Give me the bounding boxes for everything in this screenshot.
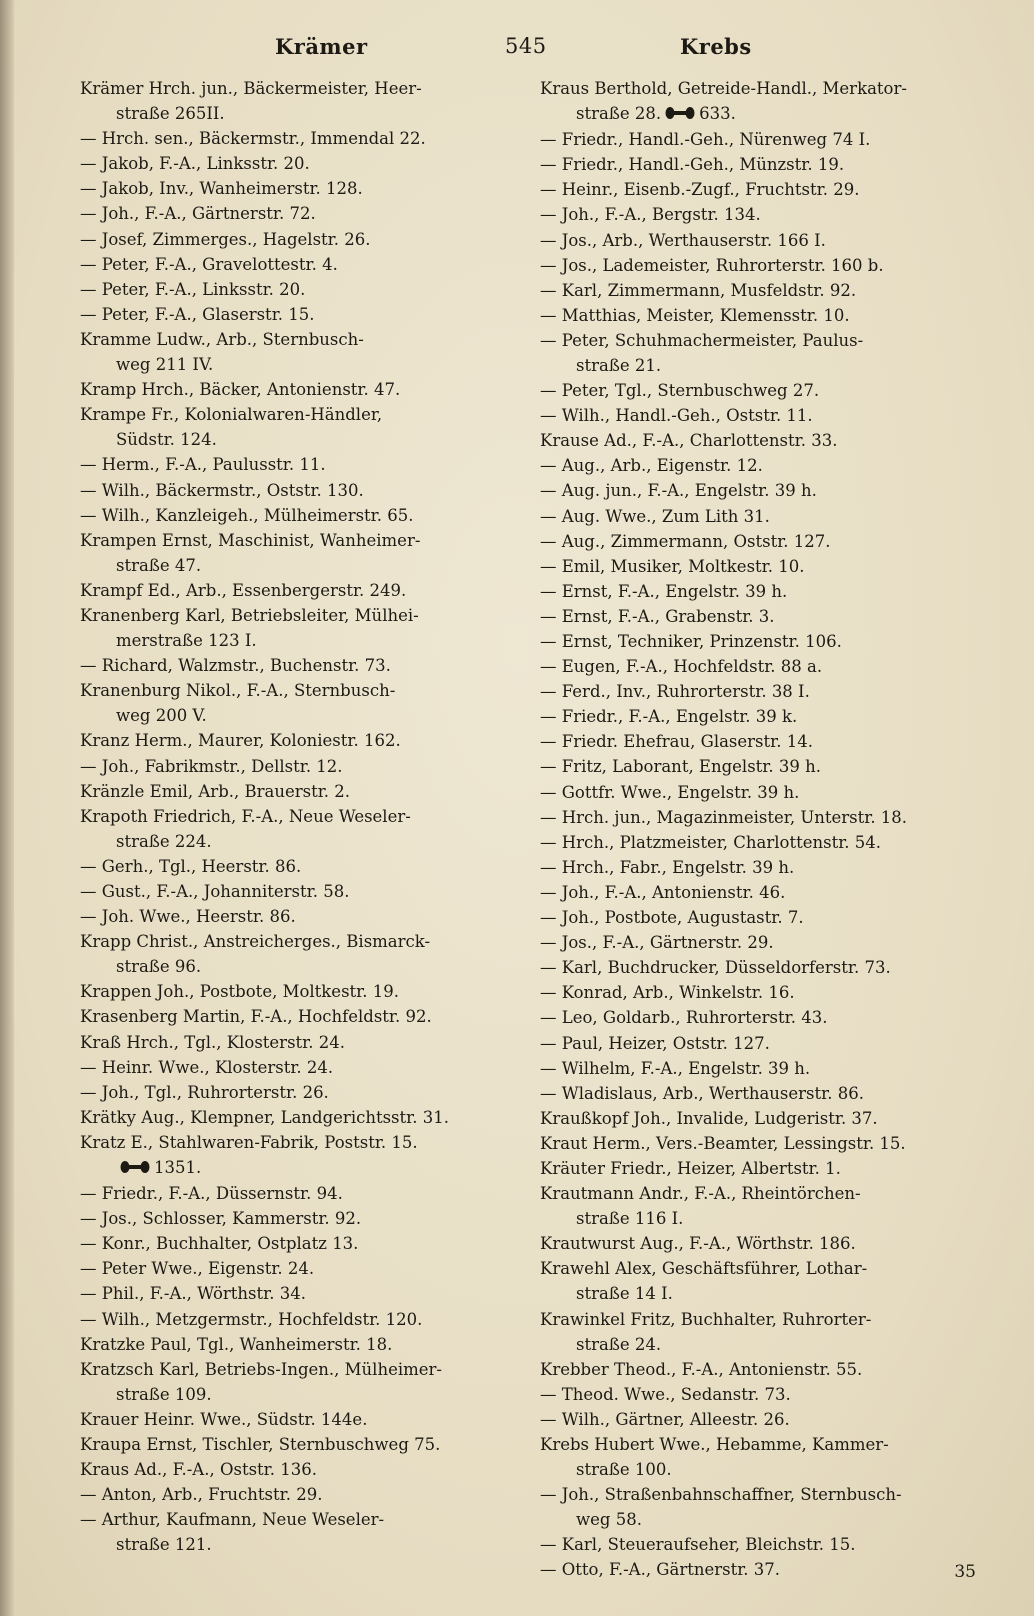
entry-text: — Wilh., Bäckermstr., Oststr. 130. — [80, 480, 364, 500]
directory-entry — [80, 1030, 505, 1055]
entry-text: — Wilh., Metzgermstr., Hochfeldstr. 120. — [80, 1309, 423, 1329]
directory-entry — [540, 328, 980, 353]
sheet-number: 35 — [954, 1562, 976, 1582]
entry-text: Krauer Heinr. Wwe., Südstr. 144e. — [80, 1409, 368, 1429]
telephone-receiver-icon — [665, 102, 695, 127]
directory-entry — [540, 504, 980, 529]
entry-text: Kraus Berthold, Getreide-Handl., Merkator- — [540, 79, 907, 98]
header-left-keyword: Krämer — [275, 34, 368, 59]
entry-text: Kraupa Ernst, Tischler, Sternbuschweg 75. — [80, 1435, 441, 1455]
directory-entry — [80, 327, 505, 352]
entry-text: Kraut Herm., Vers.-Beamter, Lessingstr. 15. — [540, 1133, 906, 1153]
entry-text: — Leo, Goldarb., Ruhrorterstr. 43. — [540, 1008, 828, 1028]
entry-text: — Jos., Arb., Werthauserstr. 166 I. — [540, 230, 826, 250]
directory-entry — [540, 930, 980, 955]
entry-text: — Otto, F.-A., Gärtnerstr. 37. — [540, 1560, 781, 1580]
directory-entry — [80, 1231, 505, 1256]
entry-text: merstraße 123 I. — [116, 631, 257, 651]
directory-entry — [540, 1407, 980, 1432]
header-right-keyword: Krebs — [680, 34, 752, 59]
entry-text: Kratz E., Stahlwaren-Fabrik, Poststr. 15. — [80, 1132, 418, 1152]
directory-entry — [540, 1031, 980, 1056]
directory-entry — [80, 252, 505, 277]
entry-text: — Ferd., Inv., Ruhrorterstr. 38 I. — [540, 682, 810, 702]
directory-entry — [80, 302, 505, 327]
page-number: 545 — [505, 34, 547, 58]
directory-entry-continuation — [540, 1281, 980, 1306]
directory-entry — [540, 554, 980, 579]
directory-entry — [540, 1081, 980, 1106]
directory-entry — [80, 201, 505, 226]
directory-entry — [540, 955, 980, 980]
directory-entry — [80, 728, 505, 753]
entry-text: — Gust., F.-A., Johanniterstr. 58. — [80, 882, 350, 901]
entry-text: — Hrch., Fabr., Engelstr. 39 h. — [540, 857, 795, 877]
entry-text: — Joh., Tgl., Ruhrorterstr. 26. — [80, 1082, 329, 1102]
directory-entry — [540, 378, 980, 403]
entry-text: weg 200 V. — [116, 706, 207, 726]
entry-text: straße 121. — [116, 1535, 212, 1555]
directory-entry — [80, 1004, 505, 1029]
entry-text: — Wilh., Gärtner, Alleestr. 26. — [540, 1409, 790, 1429]
entry-text: Krappen Joh., Postbote, Moltkestr. 19. — [80, 982, 399, 1002]
entry-text: Kramme Ludw., Arb., Sternbusch- — [80, 329, 364, 349]
directory-entry — [540, 202, 980, 227]
left-column — [80, 76, 505, 1557]
directory-entry — [80, 929, 505, 954]
entry-text: — Friedr., Handl.-Geh., Münzstr. 19. — [540, 155, 845, 175]
directory-entry — [540, 1482, 980, 1507]
entry-text: straße 265II. — [116, 104, 225, 124]
entry-text: — Heinr. Wwe., Klosterstr. 24. — [80, 1057, 334, 1077]
directory-entry — [80, 1181, 505, 1206]
entry-text: — Gottfr. Wwe., Engelstr. 39 h. — [540, 782, 800, 802]
entry-text: Krapp Christ., Anstreicherges., Bismarck- — [80, 932, 431, 952]
directory-entry — [540, 1256, 980, 1281]
entry-text: — Heinr., Eisenb.-Zugf., Fruchtstr. 29. — [540, 180, 860, 200]
directory-entry — [80, 1507, 505, 1532]
directory-entry — [540, 780, 980, 805]
entry-text: Krapoth Friedrich, F.-A., Neue Weseler- — [80, 806, 411, 826]
entry-text: — Joh., Straßenbahnschaffner, Sternbusch- — [540, 1485, 902, 1505]
entry-text: — Ernst, F.-A., Engelstr. 39 h. — [540, 581, 788, 601]
entry-text: — Ernst, Techniker, Prinzenstr. 106. — [540, 632, 842, 652]
right-column — [540, 76, 980, 1583]
directory-entry — [80, 854, 505, 879]
entry-text: — Jos., Schlosser, Kammerstr. 92. — [80, 1209, 362, 1229]
entry-text: — Joh., F.-A., Bergstr. 134. — [540, 205, 761, 225]
directory-entry — [80, 1307, 505, 1332]
directory-entry — [540, 529, 980, 554]
entry-text: — Hrch., Platzmeister, Charlottenstr. 54. — [540, 832, 882, 852]
entry-text: — Konrad, Arb., Winkelstr. 16. — [540, 983, 795, 1003]
entry-text: — Joh., Fabrikmstr., Dellstr. 12. — [80, 756, 343, 776]
directory-entry — [80, 402, 505, 427]
entry-text: Kranenburg Nikol., F.-A., Sternbusch- — [80, 681, 396, 701]
directory-entry — [540, 1181, 980, 1206]
entry-text: Kränzle Emil, Arb., Brauerstr. 2. — [80, 781, 351, 801]
directory-entry — [540, 253, 980, 278]
directory-entry — [540, 177, 980, 202]
directory-entry — [540, 579, 980, 604]
entry-text: — Phil., F.-A., Wörthstr. 34. — [80, 1284, 306, 1304]
entry-text: — Peter, Tgl., Sternbuschweg 27. — [540, 381, 820, 401]
directory-entry-continuation — [540, 1507, 980, 1532]
directory-entry — [80, 1206, 505, 1231]
directory-entry — [540, 1231, 980, 1256]
directory-entry — [80, 1432, 505, 1457]
entry-text: Krampen Ernst, Maschinist, Wanheimer- — [80, 530, 421, 550]
directory-entry — [80, 1357, 505, 1382]
entry-text: — Karl, Zimmermann, Musfeldstr. 92. — [540, 280, 857, 300]
entry-text: Krätky Aug., Klempner, Landgerichtsstr. 31. — [80, 1107, 449, 1127]
directory-entry — [80, 1457, 505, 1482]
entry-text: — Ernst, F.-A., Grabenstr. 3. — [540, 606, 775, 626]
entry-text: straße 109. — [116, 1384, 212, 1404]
entry-text: — Gerh., Tgl., Heerstr. 86. — [80, 856, 302, 876]
directory-entry-continuation — [540, 353, 980, 378]
directory-entry — [540, 805, 980, 830]
directory-entry — [540, 1382, 980, 1407]
phone-number: 633. — [699, 104, 736, 124]
entry-text: — Wilh., Handl.-Geh., Oststr. 11. — [540, 406, 813, 426]
directory-entry — [540, 403, 980, 428]
entry-text: — Peter, F.-A., Glaserstr. 15. — [80, 304, 315, 324]
entry-text: — Hrch. jun., Magazinmeister, Unterstr. 18. — [540, 807, 908, 827]
directory-entry — [540, 855, 980, 880]
directory-entry — [80, 653, 505, 678]
directory-entry — [80, 1256, 505, 1281]
entry-text: — Wilhelm, F.-A., Engelstr. 39 h. — [540, 1058, 811, 1078]
entry-text: — Herm., F.-A., Paulusstr. 11. — [80, 455, 326, 475]
directory-entry — [540, 228, 980, 253]
entry-text: Krämer Hrch. jun., Bäckermeister, Heer- — [80, 79, 422, 98]
directory-entry — [540, 478, 980, 503]
directory-entry-continuation — [80, 954, 505, 979]
entry-text: — Jos., Lademeister, Ruhrorterstr. 160 b. — [540, 255, 884, 275]
directory-entry — [540, 980, 980, 1005]
directory-entry — [80, 478, 505, 503]
entry-text: straße 96. — [116, 957, 202, 977]
entry-text: straße 116 I. — [576, 1209, 684, 1229]
entry-text: — Richard, Walzmstr., Buchenstr. 73. — [80, 656, 391, 676]
entry-text: Krawinkel Fritz, Buchhalter, Ruhrorter- — [540, 1309, 872, 1329]
directory-entry-continuation — [80, 703, 505, 728]
directory-entry — [540, 654, 980, 679]
entry-text: — Aug., Arb., Eigenstr. 12. — [540, 456, 763, 476]
directory-entry — [80, 904, 505, 929]
directory-entry-continuation — [80, 553, 505, 578]
directory-entry — [80, 804, 505, 829]
directory-entry — [540, 1005, 980, 1030]
directory-entry — [540, 1156, 980, 1181]
directory-entry — [80, 377, 505, 402]
entry-text: — Aug. jun., F.-A., Engelstr. 39 h. — [540, 481, 817, 501]
entry-text: — Peter Wwe., Eigenstr. 24. — [80, 1259, 315, 1279]
directory-entry — [540, 679, 980, 704]
directory-entry — [540, 704, 980, 729]
directory-entry — [80, 603, 505, 628]
directory-entry-continuation — [540, 1206, 980, 1231]
directory-entry-continuation — [80, 1155, 505, 1181]
directory-entry — [540, 127, 980, 152]
entry-text: — Wilh., Kanzleigeh., Mülheimerstr. 65. — [80, 505, 414, 525]
entry-text: Krause Ad., F.-A., Charlottenstr. 33. — [540, 431, 838, 451]
directory-entry — [80, 1130, 505, 1155]
entry-text: — Theod. Wwe., Sedanstr. 73. — [540, 1384, 791, 1404]
directory-entry — [80, 754, 505, 779]
directory-entry — [80, 1055, 505, 1080]
entry-text: Krebs Hubert Wwe., Hebamme, Kammer- — [540, 1435, 889, 1455]
entry-text: Südstr. 124. — [116, 430, 217, 450]
entry-text: Krampf Ed., Arb., Essenbergerstr. 249. — [80, 580, 407, 600]
directory-entry — [540, 278, 980, 303]
directory-entry — [540, 880, 980, 905]
entry-text: — Joh., Postbote, Augustastr. 7. — [540, 908, 804, 928]
entry-text: Kraußkopf Joh., Invalide, Ludgeristr. 37. — [540, 1108, 878, 1128]
book-spine-shadow — [0, 0, 14, 1616]
directory-entry — [80, 528, 505, 553]
directory-entry — [80, 227, 505, 252]
directory-entry — [540, 1432, 980, 1457]
directory-entry — [540, 604, 980, 629]
directory-entry — [80, 1281, 505, 1306]
directory-entry — [540, 1106, 980, 1131]
entry-text: Kranz Herm., Maurer, Koloniestr. 162. — [80, 731, 401, 751]
directory-entry — [80, 1407, 505, 1432]
entry-text: straße 14 I. — [576, 1284, 673, 1304]
entry-text: — Jos., F.-A., Gärtnerstr. 29. — [540, 933, 774, 953]
directory-entry-continuation — [540, 1457, 980, 1482]
entry-text: Krawehl Alex, Geschäftsführer, Lothar- — [540, 1259, 868, 1279]
directory-entry-continuation — [80, 1532, 505, 1557]
entry-text: straße 224. — [116, 831, 212, 851]
entry-text: weg 58. — [576, 1510, 642, 1530]
entry-text: — Fritz, Laborant, Engelstr. 39 h. — [540, 757, 821, 777]
entry-text: — Anton, Arb., Fruchtstr. 29. — [80, 1485, 323, 1505]
directory-entry-continuation — [80, 101, 505, 126]
entry-text: straße 24. — [576, 1334, 662, 1354]
entry-text: — Aug. Wwe., Zum Lith 31. — [540, 506, 770, 526]
entry-text: — Paul, Heizer, Oststr. 127. — [540, 1033, 770, 1053]
entry-text: Kratzke Paul, Tgl., Wanheimerstr. 18. — [80, 1334, 393, 1354]
directory-entry-continuation — [80, 1382, 505, 1407]
entry-text: — Emil, Musiker, Moltkestr. 10. — [540, 556, 805, 576]
entry-text: Kraus Ad., F.-A., Oststr. 136. — [80, 1460, 317, 1480]
directory-entry — [80, 779, 505, 804]
entry-text: straße 47. — [116, 555, 202, 575]
entry-text: — Peter, Schuhmachermeister, Paulus- — [540, 330, 864, 350]
directory-entry-continuation — [80, 352, 505, 377]
entry-text: Krebber Theod., F.-A., Antonienstr. 55. — [540, 1359, 863, 1379]
directory-entry — [80, 1080, 505, 1105]
entry-text: — Konr., Buchhalter, Ostplatz 13. — [80, 1234, 359, 1254]
entry-text: Kratzsch Karl, Betriebs-Ingen., Mülheimer- — [80, 1359, 443, 1379]
directory-entry — [80, 1332, 505, 1357]
directory-entry — [80, 979, 505, 1004]
entry-text: — Friedr., F.-A., Düssernstr. 94. — [80, 1184, 343, 1204]
directory-entry — [540, 629, 980, 654]
directory-entry-continuation — [80, 829, 505, 854]
entry-text: Krasenberg Martin, F.-A., Hochfeldstr. 92. — [80, 1007, 432, 1027]
entry-text: — Aug., Zimmermann, Oststr. 127. — [540, 531, 831, 551]
entry-text: — Karl, Steueraufseher, Bleichstr. 15. — [540, 1535, 856, 1555]
page-header — [80, 34, 750, 68]
directory-entry — [80, 879, 505, 904]
directory-entry — [80, 176, 505, 201]
entry-text: Krautmann Andr., F.-A., Rheintörchen- — [540, 1184, 861, 1204]
entry-text: — Friedr. Ehefrau, Glaserstr. 14. — [540, 732, 813, 752]
directory-entry — [540, 1357, 980, 1382]
entry-text: Kräuter Friedr., Heizer, Albertstr. 1. — [540, 1158, 841, 1178]
directory-entry — [540, 303, 980, 328]
entry-text: — Friedr., F.-A., Engelstr. 39 k. — [540, 707, 798, 727]
directory-entry — [540, 152, 980, 177]
entry-text: — Hrch. sen., Bäckermstr., Immendal 22. — [80, 129, 426, 149]
entry-text: Krampe Fr., Kolonialwaren-Händler, — [80, 405, 383, 425]
entry-text: — Joh. Wwe., Heerstr. 86. — [80, 907, 296, 927]
directory-entry — [80, 277, 505, 302]
directory-entry — [80, 151, 505, 176]
directory-entry — [540, 729, 980, 754]
entry-text: — Arthur, Kaufmann, Neue Weseler- — [80, 1510, 385, 1530]
entry-text: Kraß Hrch., Tgl., Klosterstr. 24. — [80, 1032, 345, 1052]
directory-entry — [540, 1307, 980, 1332]
entry-text: Kranenberg Karl, Betriebsleiter, Mülhei- — [80, 605, 419, 625]
entry-text: weg 211 IV. — [116, 355, 214, 375]
entry-text: — Eugen, F.-A., Hochfeldstr. 88 a. — [540, 657, 823, 677]
entry-text: straße 100. — [576, 1460, 672, 1480]
entry-text: — Jakob, F.-A., Linksstr. 20. — [80, 154, 310, 174]
directory-entry — [80, 678, 505, 703]
entry-text: 1351. — [154, 1158, 202, 1178]
entry-text: straße 28. — [576, 104, 662, 124]
directory-entry — [540, 1131, 980, 1156]
entry-text: — Wladislaus, Arb., Werthauserstr. 86. — [540, 1083, 864, 1103]
directory-entry — [540, 76, 980, 101]
entry-text: — Matthias, Meister, Klemensstr. 10. — [540, 305, 850, 325]
directory-entry — [540, 905, 980, 930]
directory-entry — [80, 452, 505, 477]
directory-entry-continuation — [80, 628, 505, 653]
entry-text: — Jakob, Inv., Wanheimerstr. 128. — [80, 179, 363, 199]
entry-text: — Karl, Buchdrucker, Düsseldorferstr. 73. — [540, 958, 891, 978]
entry-text: — Peter, F.-A., Linksstr. 20. — [80, 279, 306, 299]
directory-entry-continuation — [540, 101, 980, 127]
directory-entry-continuation — [80, 427, 505, 452]
directory-entry — [540, 754, 980, 779]
entry-text: straße 21. — [576, 355, 662, 375]
directory-entry — [80, 1482, 505, 1507]
entry-text: Kramp Hrch., Bäcker, Antonienstr. 47. — [80, 380, 401, 400]
directory-entry — [80, 126, 505, 151]
entry-text: — Friedr., Handl.-Geh., Nürenweg 74 I. — [540, 130, 871, 150]
directory-entry — [80, 578, 505, 603]
directory-entry — [540, 453, 980, 478]
telephone-receiver-icon — [120, 1156, 150, 1181]
directory-entry — [540, 428, 980, 453]
entry-text: — Josef, Zimmerges., Hagelstr. 26. — [80, 229, 371, 249]
directory-entry — [80, 76, 505, 101]
directory-entry — [80, 1105, 505, 1130]
entry-text: — Joh., F.-A., Antonienstr. 46. — [540, 882, 786, 902]
directory-entry — [540, 830, 980, 855]
directory-entry-continuation — [540, 1332, 980, 1357]
directory-entry — [540, 1532, 980, 1557]
directory-entry — [80, 503, 505, 528]
entry-text: — Peter, F.-A., Gravelottestr. 4. — [80, 254, 338, 274]
entry-text: Krautwurst Aug., F.-A., Wörthstr. 186. — [540, 1234, 856, 1254]
entry-text: — Joh., F.-A., Gärtnerstr. 72. — [80, 204, 316, 224]
directory-entry — [540, 1557, 980, 1582]
directory-entry — [540, 1056, 980, 1081]
